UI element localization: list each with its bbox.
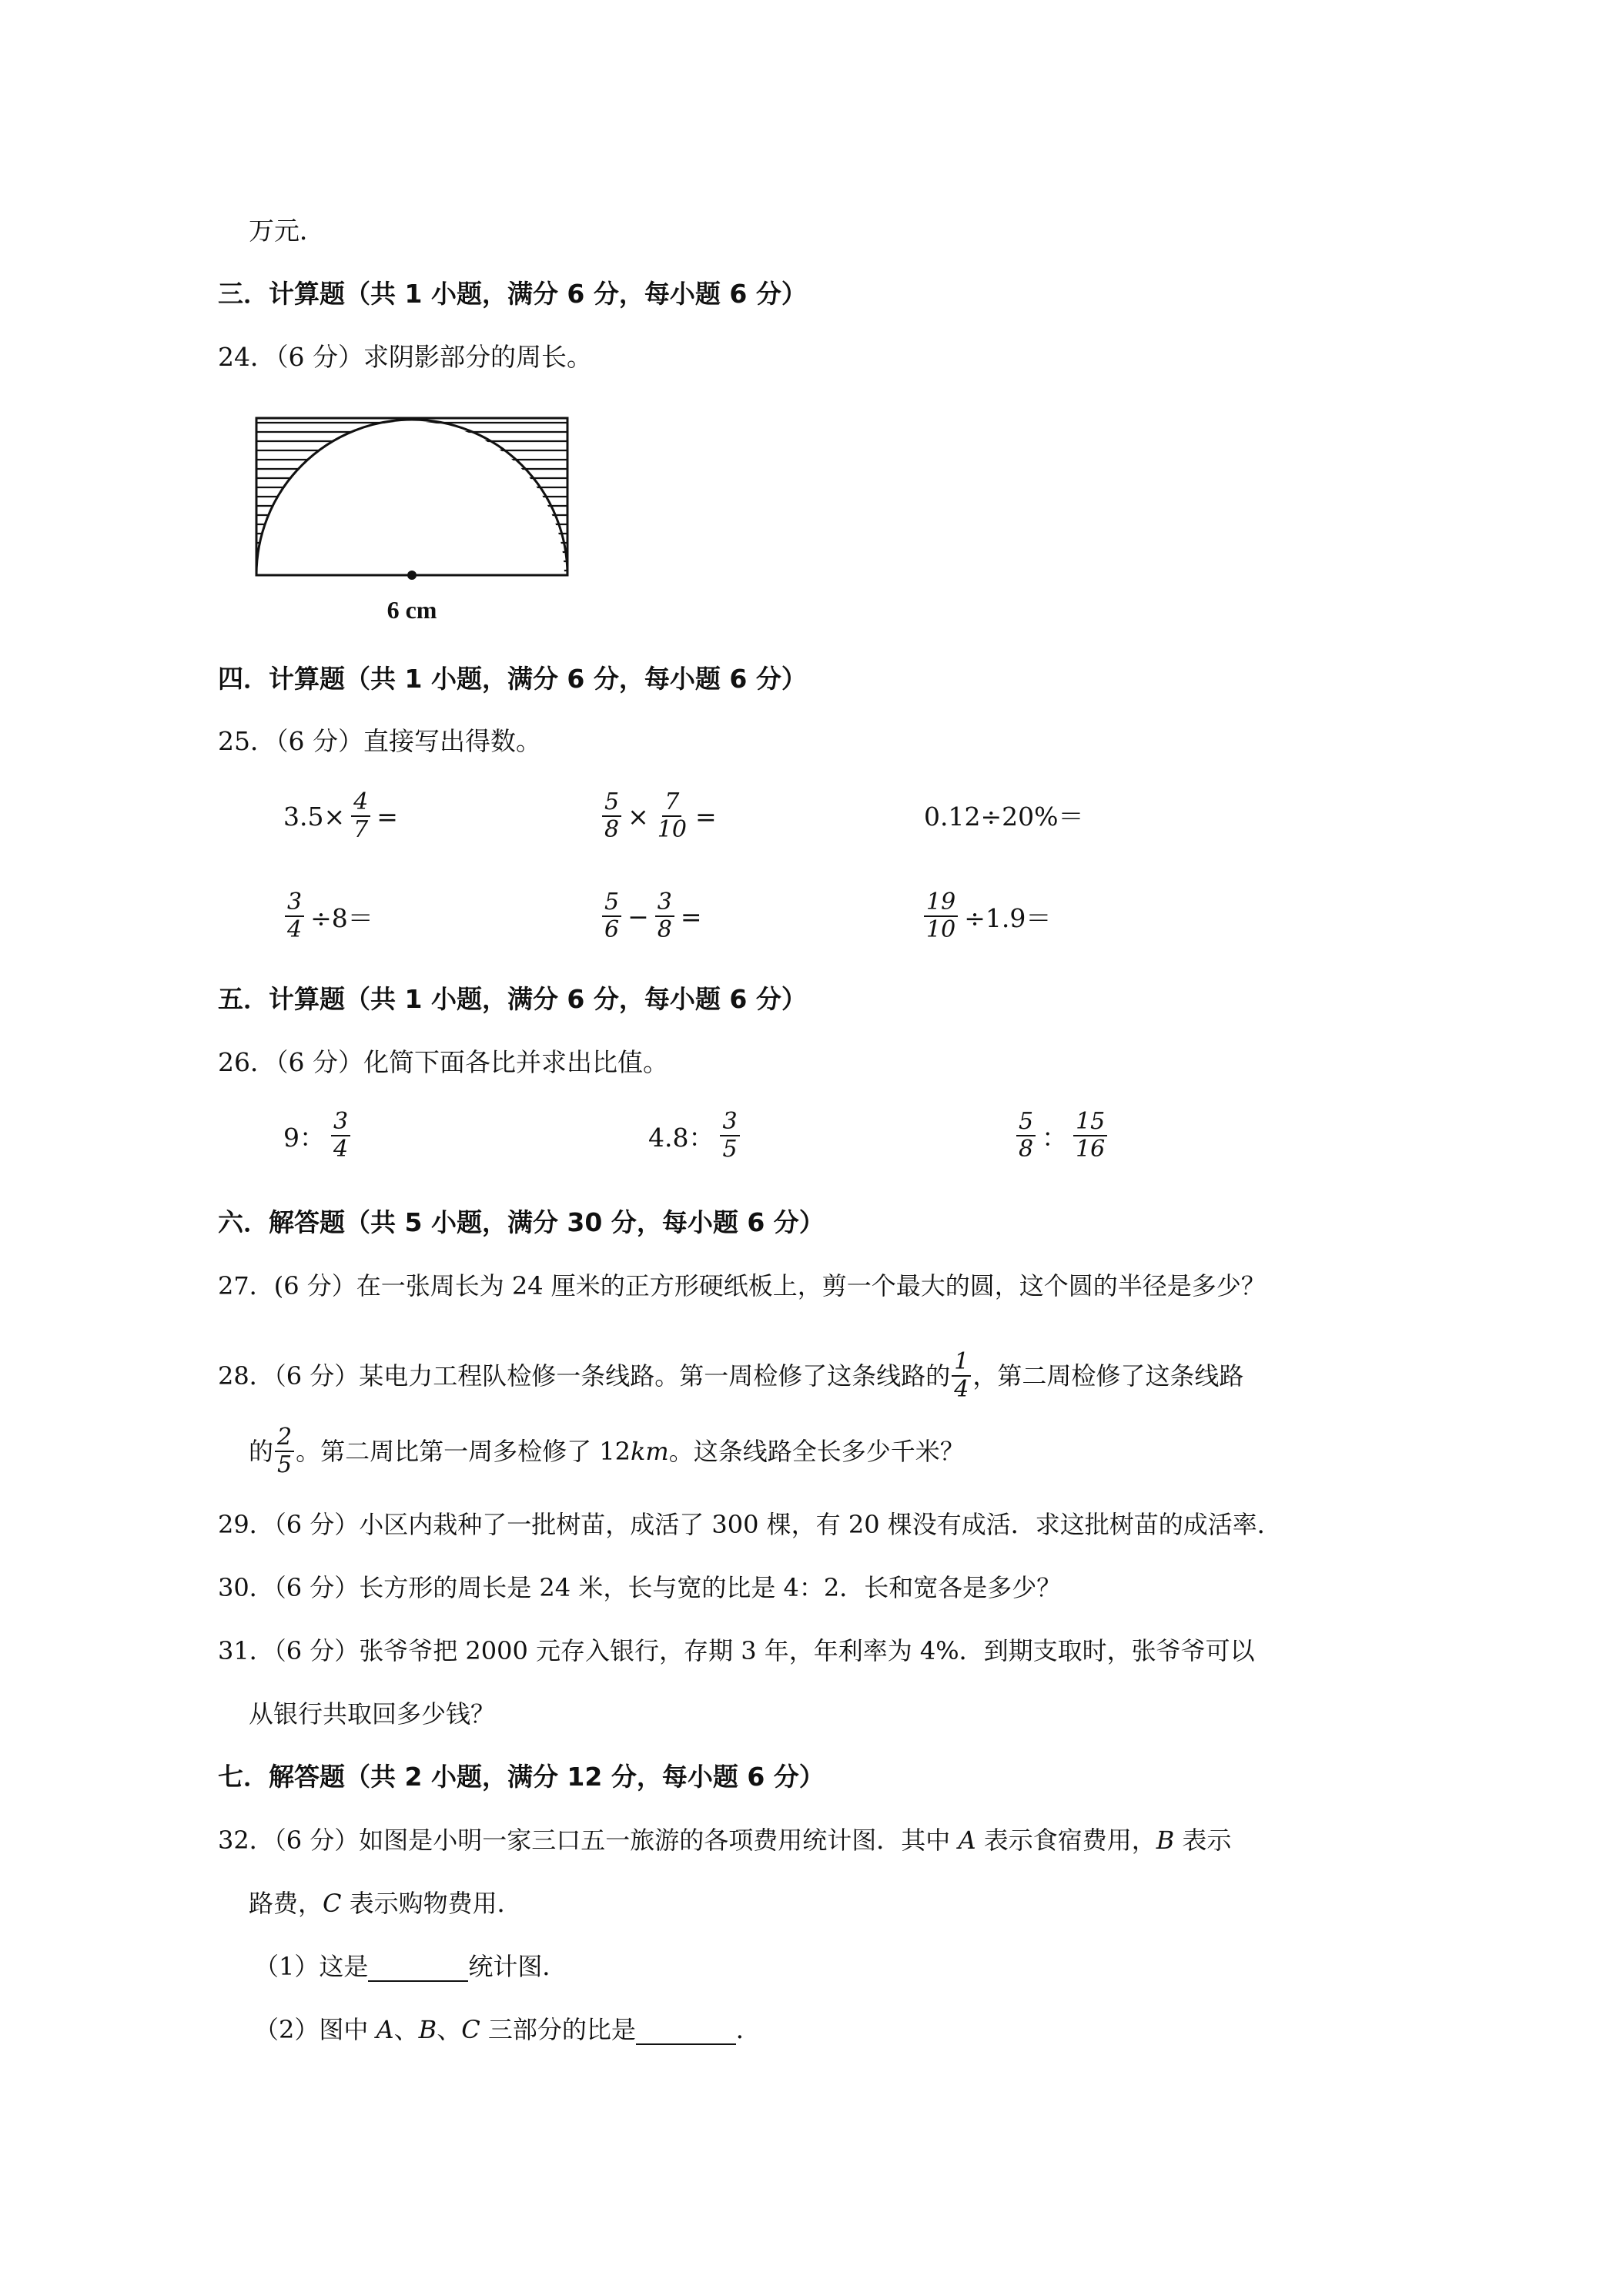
question-32-part2: （2）图中 A、B、C 三部分的比是 ．	[254, 2015, 761, 2044]
expr-3	[924, 797, 1083, 833]
fraction: $\frac{7}{10}$	[657, 788, 687, 843]
ratio-1	[283, 1109, 352, 1163]
q28-text-a: 28．（6 分）某电力工程队检修一条线路。第一周检修了这条线路的	[218, 1361, 951, 1391]
question-32-line2: 路费，C 表示购物费用．	[249, 1889, 522, 1918]
q28-text-b: ，第二周检修了这条线路	[972, 1361, 1244, 1391]
q28-text-d: 。第二周比第一周多检修了 12	[296, 1437, 631, 1466]
ratio-3	[1015, 1109, 1109, 1163]
ratio-separator: ：	[1042, 1122, 1068, 1153]
question-24: 24．（6 分）求阴影部分的周长。	[218, 342, 592, 372]
fraction: $\frac{1}{4}$	[952, 1349, 971, 1403]
center-dot	[407, 571, 417, 580]
fraction: $\frac{5}{8}$	[602, 789, 621, 843]
q28-unit: km	[631, 1437, 669, 1466]
q28-text-e: 。这条线路全长多少千米？	[668, 1437, 965, 1466]
answer-blank[interactable]	[368, 1957, 468, 1982]
ratio-2	[648, 1109, 741, 1163]
section-header-4: 四．计算题（共 1 小题，满分 6 分，每小题 6 分）	[218, 664, 807, 694]
section-header-3: 三．计算题（共 1 小题，满分 6 分，每小题 6 分）	[218, 279, 807, 309]
ratio-2-pre: 4.8：	[648, 1122, 714, 1153]
expr-5	[601, 889, 702, 943]
fraction: $\frac{5}{8}$	[1016, 1109, 1036, 1163]
operator: ×	[627, 801, 649, 832]
q28-text-c: 的	[249, 1437, 274, 1466]
equals: =	[694, 801, 717, 832]
expr-2	[601, 789, 717, 843]
question-26: 26．（6 分）化简下面各比并求出比值。	[218, 1047, 668, 1077]
section-header-5: 五．计算题（共 1 小题，满分 6 分，每小题 6 分）	[218, 984, 807, 1014]
equals: =	[680, 901, 702, 932]
continued-text: 万元．	[249, 216, 325, 246]
expr-1	[283, 789, 398, 843]
question-32-line1: 32．（6 分）如图是小明一家三口五一旅游的各项费用统计图．其中 A 表示食宿费用，B 表示	[218, 1826, 1232, 1855]
figure-label: 6 cm	[387, 596, 437, 624]
fraction: $\frac{3}{4}$	[331, 1109, 350, 1163]
expr-1-pre: 3.5×	[283, 801, 346, 832]
shaded-semicircle-figure	[250, 412, 581, 628]
operator: −	[627, 901, 649, 932]
question-28-line2	[249, 1424, 965, 1478]
section-header-6: 六．解答题（共 5 小题，满分 30 分，每小题 6 分）	[218, 1207, 825, 1237]
question-28-line1	[218, 1349, 1243, 1403]
fraction: $\frac{3}{4}$	[285, 889, 304, 943]
ratio-1-pre: 9：	[283, 1122, 325, 1153]
expr-4	[283, 889, 373, 943]
expr-4-post: ÷8＝	[310, 902, 373, 933]
fraction: $\frac{5}{6}$	[602, 889, 621, 943]
fraction: $\frac{4}{7}$	[351, 789, 370, 843]
question-32-part1: （1）这是 统计图．	[254, 1952, 567, 1981]
expr-6	[922, 889, 1051, 943]
fraction: $\frac{2}{5}$	[275, 1424, 294, 1478]
question-31-line2: 从银行共取回多少钱？	[249, 1699, 496, 1729]
question-30: 30．（6 分）长方形的周长是 24 米，长与宽的比是 4：2．长和宽各是多少？	[218, 1573, 1062, 1602]
expr-6-post: ÷1.9＝	[964, 902, 1052, 933]
section-header-7: 七．解答题（共 2 小题，满分 12 分，每小题 6 分）	[218, 1762, 825, 1792]
question-29: 29．（6 分）小区内栽种了一批树苗，成活了 300 棵，有 20 棵没有成活．求这批树苗的成活率．	[218, 1510, 1282, 1539]
question-27: 27．(6 分）在一张周长为 24 厘米的正方形硬纸板上，剪一个最大的圆，这个圆的半径是多少？	[218, 1271, 1266, 1300]
answer-blank[interactable]	[636, 2020, 736, 2045]
fraction: $\frac{3}{5}$	[720, 1109, 739, 1163]
fraction: $\frac{3}{8}$	[655, 889, 674, 943]
question-31-line1: 31．（6 分）张爷爷把 2000 元存入银行，存期 3 年，年利率为 4%．到期支取时，张爷爷可以	[218, 1636, 1255, 1665]
fraction: $\frac{19}{10}$	[924, 889, 958, 943]
expr-3-text: 0.12÷20%＝	[924, 802, 1084, 832]
expr-1-post: =	[376, 801, 398, 832]
fraction: $\frac{15}{16}$	[1073, 1109, 1107, 1163]
question-25: 25．（6 分）直接写出得数。	[218, 726, 541, 756]
